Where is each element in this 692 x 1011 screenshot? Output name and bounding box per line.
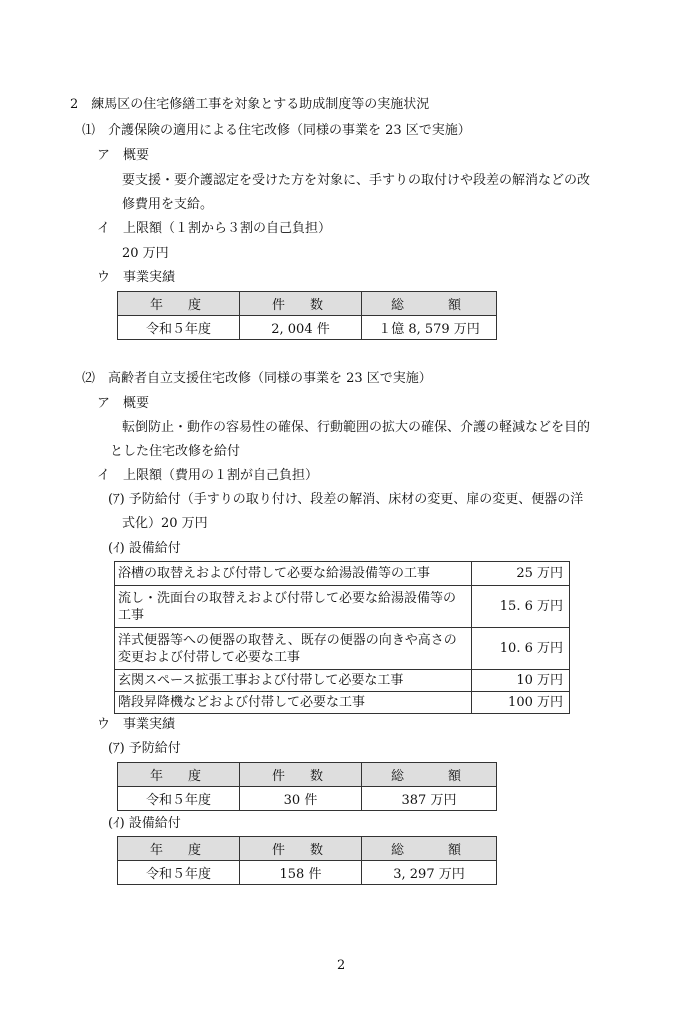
sub1-a-line2: 修費用を支給。: [122, 197, 214, 212]
sub1-results-table: [117, 291, 497, 340]
cell-total: １億 8, 579 万円: [362, 316, 497, 340]
sub2-u-label: ウ 事業実績: [97, 717, 176, 732]
sub1-a-label: ア 概要: [97, 148, 150, 163]
sub2-a-line2: とした住宅改修を給付: [110, 444, 241, 459]
header-count: 件 数: [240, 292, 362, 316]
sub2-i-a-line2: 式化）20 万円: [122, 516, 208, 531]
equip-amount: 15. 6 万円: [472, 586, 570, 628]
sub2-a-label: ア 概要: [97, 396, 150, 411]
cell-total: 3, 297 万円: [362, 861, 497, 885]
sub2-heading: ⑵ 高齢者自立支援住宅改修（同様の事業を 23 区で実施）: [82, 371, 432, 386]
equip-item: 浴槽の取替えおよび付帯して必要な給湯設備等の工事: [115, 562, 472, 586]
equip-item: 玄関スペース拡張工事および付帯して必要な工事: [115, 670, 472, 692]
header-year: 年 度: [118, 292, 240, 316]
header-total: 総 額: [362, 763, 497, 787]
sub2-u-b-label: (ｲ) 設備給付: [108, 816, 181, 831]
equip-amount: 25 万円: [472, 562, 570, 586]
table-header-row: [118, 763, 497, 787]
header-year: 年 度: [118, 837, 240, 861]
header-total: 総 額: [362, 837, 497, 861]
preventive-results-table: [117, 762, 497, 811]
sub1-a-line1: 要支援・要介護認定を受けた方を対象に、手すりの取付けや段差の解消などの改: [122, 173, 591, 188]
table-row: [115, 586, 570, 628]
table-row: [118, 316, 497, 340]
sub1-i-label: イ 上限額（１割から３割の自己負担）: [97, 221, 332, 236]
cell-count: 30 件: [240, 787, 362, 811]
table-row: [115, 628, 570, 670]
page-number: 2: [337, 958, 346, 973]
table-row: [118, 787, 497, 811]
cell-year: 令和５年度: [118, 787, 240, 811]
table-row: [118, 861, 497, 885]
section-title: 2 練馬区の住宅修繕工事を対象とする助成制度等の実施状況: [70, 97, 430, 112]
equip-item: 洋式便器等への便器の取替え、既存の便器の向きや高さの変更および付帯して必要な工事: [115, 628, 472, 670]
equip-amount: 100 万円: [472, 692, 570, 714]
sub1-i-value: 20 万円: [122, 246, 169, 261]
table-header-row: [118, 837, 497, 861]
sub1-heading: ⑴ 介護保険の適用による住宅改修（同様の事業を 23 区で実施）: [82, 123, 471, 138]
cell-total: 387 万円: [362, 787, 497, 811]
table-row: [115, 562, 570, 586]
sub2-i-b-label: (ｲ) 設備給付: [108, 541, 181, 556]
table-header-row: [118, 292, 497, 316]
header-count: 件 数: [240, 763, 362, 787]
sub2-i-label: イ 上限額（費用の１割が自己負担）: [97, 468, 319, 483]
sub2-i-a-line1: (ｱ) 予防給付（手すりの取り付け、段差の解消、床材の変更、扉の変更、便器の洋: [108, 492, 584, 507]
table-row: [115, 692, 570, 714]
header-total: 総 額: [362, 292, 497, 316]
cell-year: 令和５年度: [118, 861, 240, 885]
sub2-a-line1: 転倒防止・動作の容易性の確保、行動範囲の拡大の確保、介護の軽減などを目的: [122, 420, 591, 435]
sub2-u-a-label: (ｱ) 予防給付: [108, 741, 181, 756]
equip-item: 流し・洗面台の取替えおよび付帯して必要な給湯設備等の工事: [115, 586, 472, 628]
equip-amount: 10 万円: [472, 670, 570, 692]
cell-year: 令和５年度: [118, 316, 240, 340]
header-count: 件 数: [240, 837, 362, 861]
equipment-results-table: [117, 836, 497, 885]
table-row: [115, 670, 570, 692]
cell-count: 158 件: [240, 861, 362, 885]
cell-count: 2, 004 件: [240, 316, 362, 340]
header-year: 年 度: [118, 763, 240, 787]
sub1-u-label: ウ 事業実績: [97, 270, 176, 285]
equipment-limits-table: [114, 561, 570, 714]
equip-item: 階段昇降機などおよび付帯して必要な工事: [115, 692, 472, 714]
equip-amount: 10. 6 万円: [472, 628, 570, 670]
